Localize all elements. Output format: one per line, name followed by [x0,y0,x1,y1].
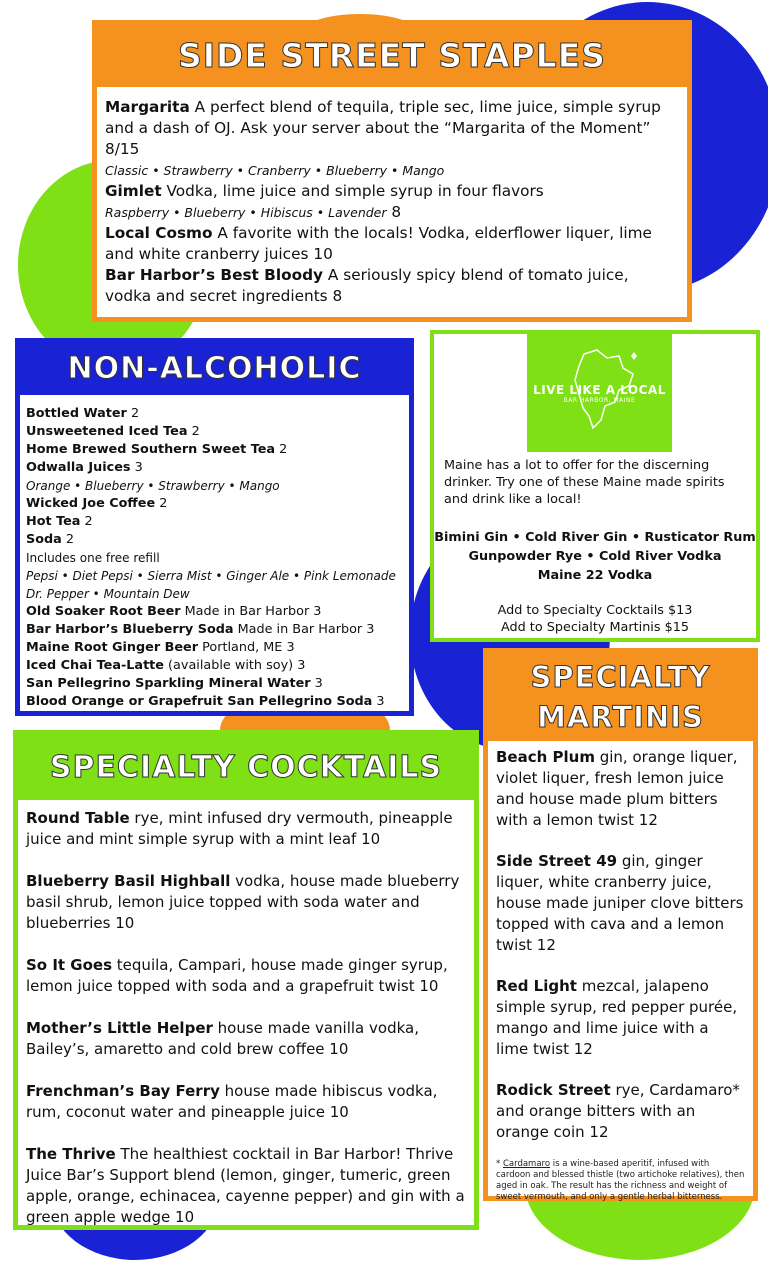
item-name: Red Light [496,977,577,995]
item-name: Round Table [26,809,130,827]
list-item [26,639,403,657]
local-addon-prices [434,602,756,636]
footnote-text: is a wine-based aperitif, infused with cardoon and blessed thistle (two artichoke relatives), then aged in oak. The result has the richness and weight of sweet vermouth, and only a gentle herbal bitterness. [496,1159,745,1202]
menu-item [105,223,679,265]
item-desc: A seriously spicy blend of tomato juice, vodka and secret ingredients 8 [105,266,629,305]
specialty-martinis-panel [483,648,758,1201]
nonalcoholic-title: NON-ALCOHOLIC [20,343,409,395]
footnote-term: Cardamaro [502,1159,551,1169]
item-desc: gin, orange liquer, violet liquer, fresh lemon juice and house made plum bitters with a lemon twist 12 [496,748,738,829]
menu-item [105,181,679,202]
live-like-a-local-panel [430,330,760,642]
staples-title: SIDE STREET STAPLES [97,25,687,87]
item-name: Beach Plum [496,748,595,766]
menu-item [496,851,745,956]
list-item [26,675,403,693]
item-name: Unsweetened Iced Tea [26,424,188,439]
list-item [26,423,403,441]
item-price: (available with soy) 3 [163,658,306,673]
martinis-title-line: SPECIALTY [530,660,711,694]
item-flavors-row [105,202,679,223]
item-name: Mother’s Little Helper [26,1019,213,1037]
martinis-list [488,741,753,1203]
item-name: Frenchman’s Bay Ferry [26,1082,220,1100]
addon-cocktails: Add to Specialty Cocktails $13 [497,603,693,618]
spirits-line: Maine 22 Vodka [537,568,653,583]
item-price: 3 [130,460,143,475]
list-item [26,603,403,621]
item-name: Soda [26,532,62,547]
cardamaro-footnote [496,1159,745,1203]
item-desc: rye, mint infused dry vermouth, pineapple juice and mint simple syrup with a mint leaf 10 [26,809,453,848]
item-desc: tequila, Campari, house made ginger syrup, lemon juice topped with soda and a grapefruit twist 10 [26,956,448,995]
logo-title: LIVE LIKE A LOCAL [533,382,666,397]
item-price: Portland, ME 3 [198,640,295,655]
list-item [26,441,403,459]
addon-martinis: Add to Specialty Martinis $15 [500,620,690,635]
item-desc: Vodka, lime juice and simple syrup in four flavors [161,182,544,200]
list-item [26,405,403,423]
item-name: Side Street 49 [496,852,618,870]
list-item [26,513,403,531]
item-name: Local Cosmo [105,224,213,242]
item-name: So It Goes [26,956,113,974]
item-name: Gimlet [105,182,162,200]
local-intro: Maine has a lot to offer for the discerning drinker. Try one of these Maine made spirits and drink like a local! [444,458,725,507]
soda-flavors: Dr. Pepper • Mountain Dew [26,587,190,601]
menu-item [26,871,466,934]
item-name: Old Soaker Root Beer [26,604,181,619]
item-desc: vodka, house made blueberry basil shrub, lemon juice topped with soda water and blueberries 10 [26,872,460,932]
item-name: Maine Root Ginger Beer [26,640,199,655]
item-price: Made in Bar Harbor 3 [233,622,375,637]
list-item [26,693,403,711]
menu-item [496,976,745,1060]
item-price: 3 [310,676,323,691]
item-name: Bar Harbor’s Best Bloody [105,266,324,284]
footnote-star: * [496,1159,503,1169]
menu-item [26,1081,466,1123]
menu-item [496,747,745,831]
item-price: Made in Bar Harbor 3 [180,604,322,619]
item-name: Bar Harbor’s Blueberry Soda [26,622,234,637]
nonalcoholic-list [20,395,409,711]
item-name: Blood Orange or Grapefruit San Pellegrino Soda [26,694,373,709]
menu-item [105,265,679,307]
list-item [26,495,403,513]
item-price: 2 [275,442,288,457]
soda-flavors: Pepsi • Diet Pepsi • Sierra Mist • Ginger Ale • Pink Lemonade [26,569,396,583]
item-desc: house made hibiscus vodka, rum, coconut water and pineapple juice 10 [26,1082,438,1121]
item-flavors: Classic • Strawberry • Cranberry • Blueberry • Mango [105,163,445,178]
item-desc: gin, ginger liquer, white cranberry juice, house made juniper clove bitters topped with cava and a lemon twist 12 [496,852,744,954]
menu-item [26,808,466,850]
maine-spirits-list [434,528,756,585]
item-price: 2 [126,406,140,421]
live-like-a-local-logo [527,334,672,452]
cocktails-list [18,800,474,1228]
item-name: Rodick Street [496,1081,611,1099]
list-item [26,531,403,549]
item-price: 2 [80,514,93,529]
item-desc: house made vanilla vodka, Bailey’s, amaretto and cold brew coffee 10 [26,1019,419,1058]
spirits-line: Gunpowder Rye • Cold River Vodka [468,549,722,564]
item-price: 2 [61,532,75,547]
item-flavors: Raspberry • Blueberry • Hibiscus • Lavender [105,205,387,220]
item-name: Bottled Water [26,406,127,421]
list-item [26,621,403,639]
item-name: Odwalla Juices [26,460,131,475]
item-desc: mezcal, jalapeno simple syrup, red pepper purée, mango and lime juice with a lime twist 12 [496,977,738,1058]
martinis-title-line: MARTINIS [537,700,704,734]
soda-note: Includes one free refill [26,551,160,565]
list-item [26,657,403,675]
item-name: Home Brewed Southern Sweet Tea [26,442,276,457]
staples-list [97,87,687,307]
item-price: 8 [386,203,402,221]
cocktails-title: SPECIALTY COCKTAILS [18,735,474,800]
item-name: Margarita [105,98,190,116]
martinis-title [488,653,753,741]
item-desc: A perfect blend of tequila, triple sec, lime juice, simple syrup and a dash of OJ. Ask your server about the “Margarita of the Moment” 8/15 [105,98,661,158]
non-alcoholic-panel [15,338,414,716]
list-item [26,459,403,477]
menu-item [26,1144,466,1228]
item-price: 2 [155,496,168,511]
item-price: 3 [372,694,385,709]
item-price: 2 [187,424,200,439]
menu-item [105,97,679,160]
item-desc: rye, Cardamaro* and orange bitters with an orange coin 12 [496,1081,740,1141]
item-name: Hot Tea [26,514,81,529]
item-name: Wicked Joe Coffee [26,496,156,511]
side-street-staples-panel [92,20,692,322]
item-name: San Pellegrino Sparkling Mineral Water [26,676,311,691]
logo-subtitle: BAR HARBOR, MAINE [563,396,636,404]
item-name: Blueberry Basil Highball [26,872,231,890]
menu-item [26,955,466,997]
menu-item [26,1018,466,1060]
item-name: The Thrive [26,1145,116,1163]
item-desc: The healthiest cocktail in Bar Harbor! Thrive Juice Bar’s Support blend (lemon, ginger, tumeric, green apple, orange, echinacea, cayenne pepper) and gin with a green apple wedge 10 [26,1145,465,1226]
specialty-cocktails-panel [13,730,479,1230]
item-desc: A favorite with the locals! Vodka, elderflower liquer, lime and white cranberry juices 10 [105,224,652,263]
juice-flavors: Orange • Blueberry • Strawberry • Mango [26,479,280,493]
item-name: Iced Chai Tea-Latte [26,658,164,673]
menu-item [496,1080,745,1143]
spirits-line: Bimini Gin • Cold River Gin • Rusticator Rum [434,530,756,545]
